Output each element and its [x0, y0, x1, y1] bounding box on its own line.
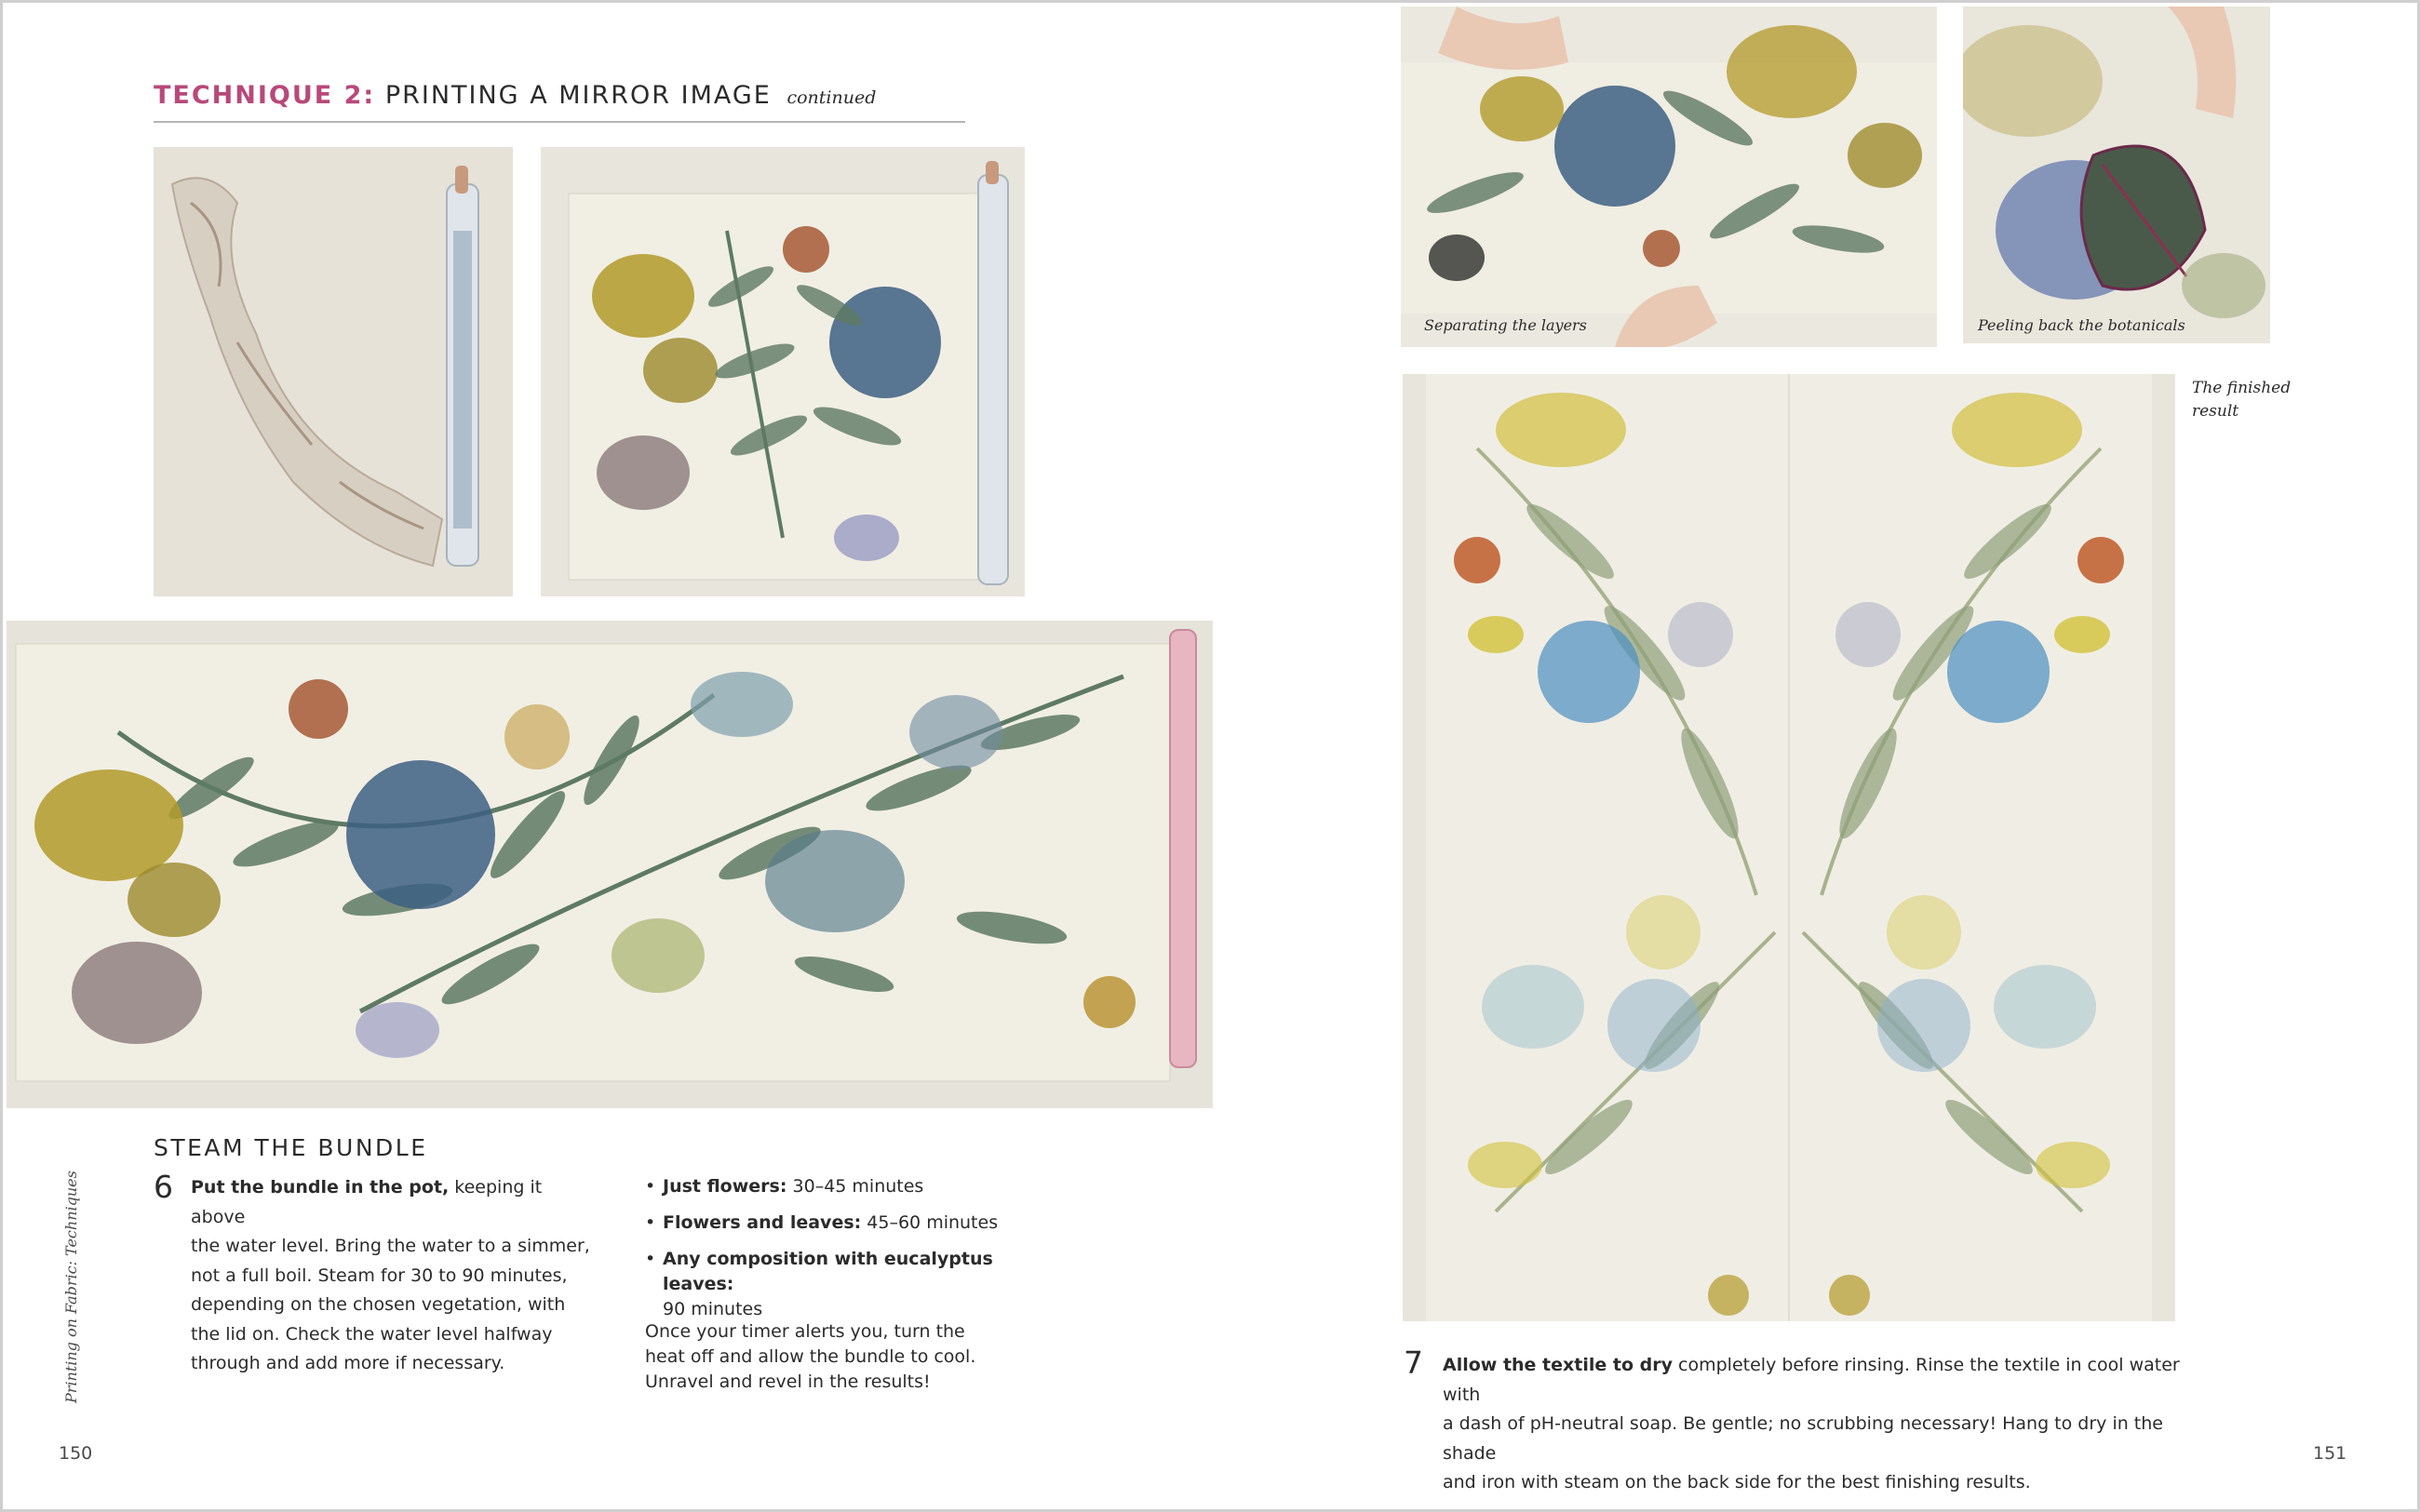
caption-finished-line: The finished	[2192, 379, 2292, 397]
timing-value: 90 minutes	[663, 1299, 763, 1319]
caption-finished-line: result	[2192, 402, 2239, 421]
step-6-line: the lid on. Check the water level halfway	[191, 1323, 553, 1345]
running-head: Printing on Fabric: Techniques	[62, 1171, 80, 1403]
step-7-line: and iron with steam on the back side for the best finishing results.	[1443, 1472, 2031, 1492]
timing-label: Flowers and leaves:	[663, 1212, 862, 1233]
continued-label: continued	[786, 87, 877, 108]
after-timer-line: Unravel and revel in the results!	[645, 1372, 931, 1392]
after-timer-line: heat off and allow the bundle to cool.	[645, 1346, 976, 1367]
page-heading	[154, 81, 876, 110]
step-6-number: 6	[154, 1169, 173, 1205]
timing-value: 30–45 minutes	[792, 1176, 924, 1197]
separating-layers-photo	[1401, 7, 1937, 347]
timing-list	[645, 1174, 1036, 1333]
timing-item	[645, 1174, 1036, 1199]
step-7-line: completely before rinsing. Rinse the textile in cool water with	[1443, 1355, 2180, 1405]
page-number-left: 150	[59, 1443, 93, 1464]
timing-value: 45–60 minutes	[867, 1212, 999, 1233]
timing-label: Just flowers:	[663, 1176, 787, 1197]
rolled-bundle-photo	[154, 147, 513, 596]
step-7-bold: Allow the textile to dry	[1443, 1355, 1673, 1375]
caption-separating: Separating the layers	[1424, 316, 1587, 334]
step-6-line: through and add more if necessary.	[191, 1353, 505, 1373]
step-6-line: the water level. Bring the water to a simmer,	[191, 1236, 590, 1256]
heading-rule	[154, 121, 965, 123]
heading-title: PRINTING A MIRROR IMAGE	[384, 81, 772, 110]
step-6-text	[191, 1173, 591, 1379]
technique-label: TECHNIQUE 2:	[154, 81, 376, 110]
page-number-right: 151	[2313, 1443, 2347, 1464]
opened-fabric-photo	[7, 621, 1213, 1108]
timing-item	[645, 1211, 1036, 1236]
step-6-line: not a full boil. Steam for 30 to 90 minutes,	[191, 1264, 568, 1286]
step-7-line: a dash of pH-neutral soap. Be gentle; no scrubbing necessary! Hang to dry in the shade	[1443, 1413, 2163, 1464]
step-7-text	[1443, 1351, 2187, 1498]
step-6-line: depending on the chosen vegetation, with	[191, 1294, 566, 1315]
step-6-bold: Put the bundle in the pot,	[191, 1177, 450, 1198]
after-timer-line: Once your timer alerts you, turn the	[645, 1321, 965, 1342]
unrolled-bundle-photo	[541, 147, 1025, 596]
after-timer-text	[645, 1319, 980, 1395]
section-title: STEAM THE BUNDLE	[154, 1134, 428, 1161]
peeling-botanicals-photo	[1963, 7, 2270, 343]
caption-finished	[2192, 377, 2304, 423]
caption-peeling: Peeling back the botanicals	[1978, 316, 2185, 334]
step-7-number: 7	[1404, 1345, 1423, 1381]
timing-item	[645, 1247, 1036, 1322]
timing-label: Any composition with eucalyptus leaves:	[663, 1249, 993, 1294]
step-6-line: keeping it above	[191, 1177, 543, 1227]
finished-result-photo	[1403, 374, 2175, 1321]
